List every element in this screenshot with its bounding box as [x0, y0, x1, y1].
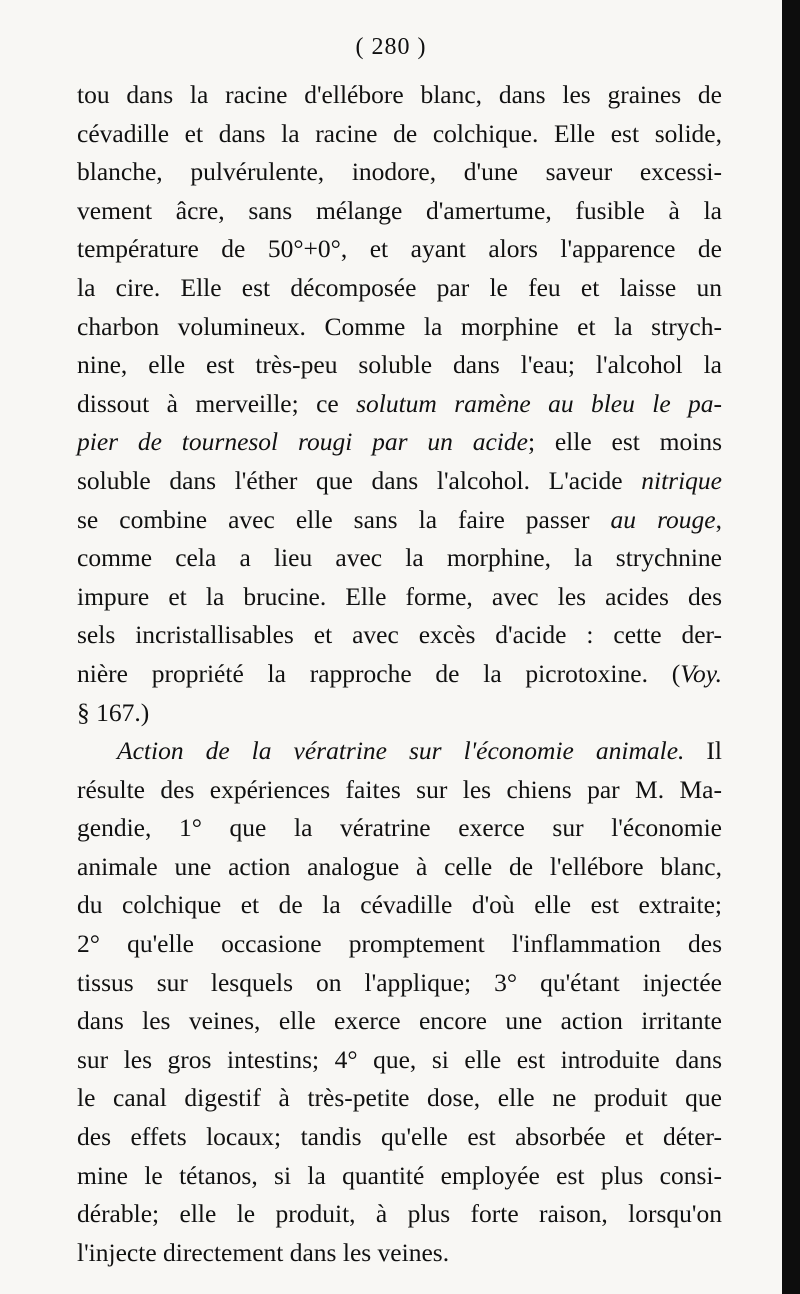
text-segment: sur les gros intestins; 4° que, si elle est introduite dans: [77, 1044, 722, 1074]
text-segment: le canal digestif à très-petite dose, elle ne produit que: [77, 1083, 722, 1113]
italic-text: Voy.: [680, 658, 722, 688]
text-segment: Il: [684, 736, 722, 766]
text-line: [77, 1002, 722, 1041]
page-number: ( 280 ): [355, 34, 427, 60]
text-line: [77, 1041, 722, 1080]
text-segment: vement âcre, sans mélange d'amertume, fusible à la: [77, 195, 722, 225]
text-line: [77, 1079, 722, 1118]
text-line: [77, 462, 722, 501]
text-segment: blanche, pulvérulente, inodore, d'une saveur excessi-: [77, 157, 722, 187]
text-segment: soluble dans l'éther que dans l'alcohol. L'acide: [77, 465, 642, 495]
italic-text: pier de tournesol rougi par un acide: [77, 427, 528, 457]
text-segment: mine le tétanos, si la quantité employée est plus consi-: [77, 1160, 722, 1190]
text-segment: nière propriété la rapproche de la picrotoxine. (: [77, 658, 681, 688]
page-edge-shadow: [782, 0, 800, 1294]
italic-text: au rouge: [610, 504, 716, 534]
text-line: [77, 1195, 722, 1234]
text-segment: dans les veines, elle exerce encore une action irritante: [77, 1006, 722, 1036]
text-segment: résulte des expériences faites sur les chiens par M. Ma-: [77, 774, 722, 804]
text-line: [77, 76, 722, 115]
text-segment: 2° qu'elle occasione promptement l'inflammation des: [77, 929, 722, 959]
text-line: [77, 1118, 722, 1157]
text-segment: tissus sur lesquels on l'applique; 3° qu'étant injectée: [77, 967, 722, 997]
text-line: [77, 578, 722, 617]
text-line: [77, 616, 722, 655]
text-segment: des effets locaux; tandis qu'elle est absorbée et déter-: [77, 1122, 722, 1152]
italic-text: nitrique: [641, 465, 722, 495]
text-line: [77, 501, 722, 540]
text-segment: charbon volumineux. Comme la morphine et la strych-: [77, 311, 722, 341]
body-text: [77, 76, 722, 1272]
text-segment: température de 50°+0°, et ayant alors l'apparence de: [77, 234, 722, 264]
text-line: [77, 192, 722, 231]
text-segment: cévadille et dans la racine de colchique. Elle est solide,: [77, 118, 722, 148]
italic-text: Action de la vératrine sur l'économie animale.: [117, 736, 685, 766]
text-segment: dissout à merveille; ce: [77, 388, 357, 418]
text-line: [77, 964, 722, 1003]
text-line: [77, 886, 722, 925]
text-line: [77, 655, 722, 694]
text-line: [77, 539, 722, 578]
text-line: [77, 346, 722, 385]
text-line: [77, 153, 722, 192]
text-line: [77, 1234, 722, 1273]
text-segment: impure et la brucine. Elle forme, avec les acides des: [77, 581, 722, 611]
text-segment: l'injecte directement dans les veines.: [77, 1237, 450, 1267]
text-segment: la cire. Elle est décomposée par le feu et laisse un: [77, 272, 722, 302]
text-segment: comme cela a lieu avec la morphine, la strychnine: [77, 543, 722, 573]
text-segment: sels incristallisables et avec excès d'acide : cette der-: [77, 620, 722, 650]
text-segment: ; elle est moins: [527, 427, 722, 457]
text-line: [77, 115, 722, 154]
text-line: [77, 230, 722, 269]
text-line: [77, 385, 722, 424]
text-segment: se combine avec elle sans la faire passer: [77, 504, 611, 534]
text-segment: animale une action analogue à celle de l'ellébore blanc,: [77, 851, 722, 881]
text-line: [77, 308, 722, 347]
text-segment: ,: [715, 504, 722, 534]
text-line: [77, 848, 722, 887]
text-line: [77, 423, 722, 462]
text-segment: § 167.): [77, 697, 150, 727]
text-line: [77, 809, 722, 848]
text-line: [77, 925, 722, 964]
text-line: [77, 732, 722, 771]
text-segment: dérable; elle le produit, à plus forte raison, lorsqu'on: [77, 1199, 722, 1229]
text-line: [77, 269, 722, 308]
text-line: [77, 1157, 722, 1196]
text-line: [77, 771, 722, 810]
text-segment: nine, elle est très-peu soluble dans l'eau; l'alcohol la: [77, 350, 722, 380]
text-line: [77, 694, 722, 733]
text-segment: tou dans la racine d'ellébore blanc, dans les graines de: [77, 80, 722, 109]
italic-text: solutum ramène au bleu le pa-: [356, 388, 722, 418]
text-segment: du colchique et de la cévadille d'où elle est extraite;: [77, 890, 722, 920]
text-segment: gendie, 1° que la vératrine exerce sur l'économie: [77, 813, 722, 843]
